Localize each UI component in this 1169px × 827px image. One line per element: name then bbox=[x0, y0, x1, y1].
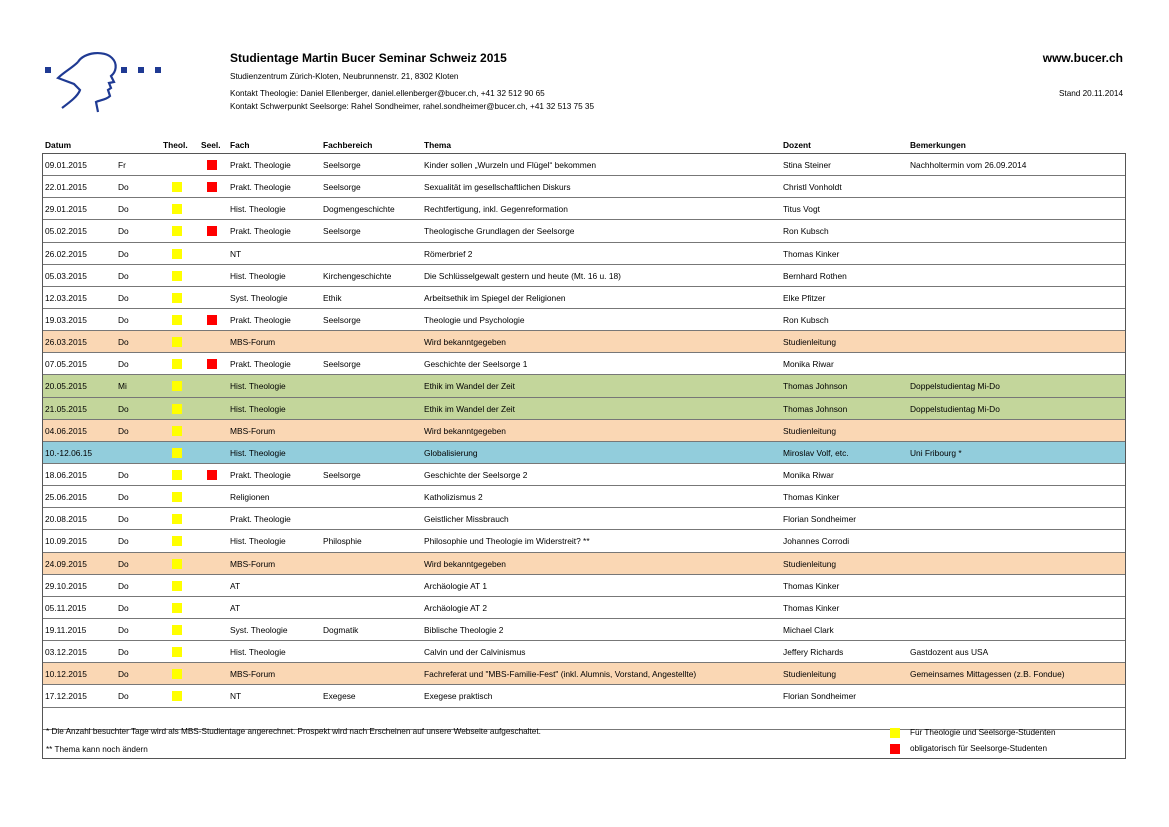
theol-marker bbox=[172, 204, 182, 214]
seel-marker bbox=[207, 226, 217, 236]
table-row bbox=[43, 575, 1125, 597]
cell-dozent: Stina Steiner bbox=[783, 160, 831, 170]
cell-dozent: Thomas Johnson bbox=[783, 381, 848, 392]
cell-dozent: Studienleitung bbox=[783, 669, 837, 680]
cell-fach: Prakt. Theologie bbox=[230, 469, 291, 480]
table-header bbox=[43, 138, 1125, 152]
theol-marker bbox=[172, 359, 182, 369]
cell-dozent: Florian Sondheimer bbox=[783, 691, 857, 702]
table-row bbox=[43, 353, 1125, 375]
table-row bbox=[43, 530, 1125, 552]
col-theol: Theol. bbox=[163, 140, 188, 150]
cell-fach: AT bbox=[230, 602, 241, 613]
table-row bbox=[43, 641, 1125, 663]
cell-thema: Geschichte der Seelsorge 1 bbox=[424, 359, 528, 370]
cell-fach: Hist. Theologie bbox=[230, 536, 286, 547]
cell-fachbereich: Seelsorge bbox=[323, 160, 361, 170]
legend-yellow-label: Für Theologie und Seelsorge-Studenten bbox=[910, 728, 1056, 737]
cell-datum: 05.03.2015 bbox=[45, 270, 87, 281]
cell-datum: 22.01.2015 bbox=[45, 182, 87, 193]
theol-marker bbox=[172, 647, 182, 657]
cell-fach: Hist. Theologie bbox=[230, 270, 286, 281]
location-line: Studienzentrum Zürich-Kloten, Neubrunnenstr. 21, 8302 Kloten bbox=[230, 72, 459, 81]
cell-day: Do bbox=[118, 403, 129, 414]
cell-dozent: Studienleitung bbox=[783, 337, 837, 348]
cell-fach: Hist. Theologie bbox=[230, 381, 286, 392]
cell-bemerkungen: Gastdozent aus USA bbox=[910, 647, 989, 658]
cell-fach: Religionen bbox=[230, 492, 270, 503]
cell-datum: 24.09.2015 bbox=[45, 558, 87, 569]
cell-datum: 09.01.2015 bbox=[45, 160, 87, 170]
seel-marker bbox=[207, 160, 217, 170]
cell-fachbereich: Kirchengeschichte bbox=[323, 270, 392, 281]
theol-marker bbox=[172, 182, 182, 192]
cell-datum: 25.06.2015 bbox=[45, 492, 87, 503]
cell-dozent: Florian Sondheimer bbox=[783, 514, 857, 525]
theol-marker bbox=[172, 691, 182, 701]
theol-marker bbox=[172, 271, 182, 281]
cell-thema: Fachreferat und "MBS-Familie-Fest" (inkl. Alumnis, Vorstand, Angestellte) bbox=[424, 669, 697, 680]
cell-datum: 03.12.2015 bbox=[45, 647, 87, 658]
cell-fach: MBS-Forum bbox=[230, 558, 276, 569]
cell-datum: 17.12.2015 bbox=[45, 691, 87, 702]
cell-dozent: Ron Kubsch bbox=[783, 226, 829, 237]
col-seel: Seel. bbox=[201, 140, 221, 150]
cell-bemerkungen: Nachholtermin vom 26.09.2014 bbox=[910, 160, 1027, 170]
seel-marker bbox=[207, 182, 217, 192]
cell-fach: NT bbox=[230, 248, 242, 259]
cell-day: Do bbox=[118, 647, 129, 658]
cell-dozent: Elke Pfitzer bbox=[783, 292, 826, 303]
cell-datum: 29.10.2015 bbox=[45, 580, 87, 591]
cell-day: Do bbox=[118, 469, 129, 480]
cell-datum: 29.01.2015 bbox=[45, 204, 87, 215]
table-row bbox=[43, 597, 1125, 619]
cell-thema: Theologie und Psychologie bbox=[424, 314, 525, 325]
footnote-1: * Die Anzahl besuchter Tage wird als MBS-Studientage angerechnet. Prospekt wird nach Erscheinen auf unsere Webseite aufgeschaltet. bbox=[46, 727, 541, 736]
cell-thema: Exegese praktisch bbox=[424, 691, 493, 702]
cell-dozent: Jeffery Richards bbox=[783, 647, 844, 658]
theol-marker bbox=[172, 381, 182, 391]
theol-marker bbox=[172, 492, 182, 502]
cell-fachbereich: Dogmatik bbox=[323, 624, 359, 635]
cell-fachbereich: Exegese bbox=[323, 691, 356, 702]
table-row bbox=[43, 486, 1125, 508]
cell-fachbereich: Seelsorge bbox=[323, 182, 361, 193]
cell-day: Do bbox=[118, 536, 129, 547]
table-row bbox=[43, 553, 1125, 575]
cell-day: Mi bbox=[118, 381, 127, 392]
col-fach: Fach bbox=[230, 140, 250, 150]
cell-day: Do bbox=[118, 314, 129, 325]
cell-thema: Kinder sollen „Wurzeln und Flügel“ bekommen bbox=[424, 160, 597, 170]
cell-thema: Ethik im Wandel der Zeit bbox=[424, 381, 515, 392]
theol-marker bbox=[172, 669, 182, 679]
cell-thema: Calvin und der Calvinismus bbox=[424, 647, 526, 658]
cell-day: Do bbox=[118, 226, 129, 237]
cell-datum: 12.03.2015 bbox=[45, 292, 87, 303]
cell-datum: 10.-12.06.15 bbox=[45, 447, 93, 458]
table-row bbox=[43, 619, 1125, 641]
cell-thema: Arbeitsethik im Spiegel der Religionen bbox=[424, 292, 566, 303]
cell-fachbereich: Ethik bbox=[323, 292, 342, 303]
table-row bbox=[43, 508, 1125, 530]
cell-fachbereich: Philosphie bbox=[323, 536, 362, 547]
document-title: Studientage Martin Bucer Seminar Schweiz 2015 bbox=[230, 51, 507, 65]
col-dozent: Dozent bbox=[783, 140, 811, 150]
cell-fach: Prakt. Theologie bbox=[230, 160, 291, 170]
cell-fachbereich: Seelsorge bbox=[323, 359, 361, 370]
cell-bemerkungen: Gemeinsames Mittagessen (z.B. Fondue) bbox=[910, 669, 1065, 680]
cell-thema: Sexualität im gesellschaftlichen Diskurs bbox=[424, 182, 571, 193]
table-footer bbox=[42, 724, 1126, 759]
cell-thema: Römerbrief 2 bbox=[424, 248, 473, 259]
cell-dozent: Thomas Kinker bbox=[783, 248, 840, 259]
cell-day: Do bbox=[118, 691, 129, 702]
cell-day: Do bbox=[118, 248, 129, 259]
cell-fach: MBS-Forum bbox=[230, 669, 276, 680]
stand-date: Stand 20.11.2014 bbox=[1058, 89, 1123, 98]
cell-fach: Hist. Theologie bbox=[230, 403, 286, 414]
cell-datum: 05.11.2015 bbox=[45, 602, 87, 613]
cell-day: Do bbox=[118, 425, 129, 436]
table-row bbox=[43, 375, 1125, 397]
cell-fach: MBS-Forum bbox=[230, 425, 276, 436]
website-link[interactable]: www.bucer.ch bbox=[1042, 51, 1123, 65]
theol-marker bbox=[172, 536, 182, 546]
cell-datum: 26.02.2015 bbox=[45, 248, 87, 259]
theol-marker bbox=[172, 315, 182, 325]
cell-datum: 10.09.2015 bbox=[45, 536, 87, 547]
cell-day: Do bbox=[118, 624, 129, 635]
theol-marker bbox=[172, 559, 182, 569]
theol-marker bbox=[172, 514, 182, 524]
cell-dozent: Miroslav Volf, etc. bbox=[783, 447, 849, 458]
cell-day: Do bbox=[118, 514, 129, 525]
legend-yellow-marker bbox=[890, 728, 900, 738]
cell-fachbereich: Seelsorge bbox=[323, 469, 361, 480]
bucer-logo bbox=[44, 50, 168, 114]
cell-thema: Geistlicher Missbrauch bbox=[424, 514, 509, 525]
seel-marker bbox=[207, 359, 217, 369]
cell-fachbereich: Dogmengeschichte bbox=[323, 204, 395, 215]
cell-datum: 18.06.2015 bbox=[45, 469, 87, 480]
col-thema: Thema bbox=[424, 140, 451, 150]
cell-day: Do bbox=[118, 558, 129, 569]
cell-dozent: Johannes Corrodi bbox=[783, 536, 850, 547]
cell-thema: Geschichte der Seelsorge 2 bbox=[424, 469, 528, 480]
theol-marker bbox=[172, 581, 182, 591]
theol-marker bbox=[172, 426, 182, 436]
cell-dozent: Studienleitung bbox=[783, 558, 837, 569]
theol-marker bbox=[172, 404, 182, 414]
cell-datum: 19.03.2015 bbox=[45, 314, 87, 325]
theol-marker bbox=[172, 337, 182, 347]
table-row bbox=[43, 420, 1125, 442]
cell-thema: Archäologie AT 1 bbox=[424, 580, 488, 591]
cell-fachbereich: Seelsorge bbox=[323, 314, 361, 325]
cell-fach: Prakt. Theologie bbox=[230, 182, 291, 193]
table-row bbox=[43, 198, 1125, 220]
cell-datum: 21.05.2015 bbox=[45, 403, 87, 414]
contact-theology: Kontakt Theologie: Daniel Ellenberger, daniel.ellenberger@bucer.ch, +41 32 512 90 65 bbox=[230, 89, 545, 98]
cell-fachbereich: Seelsorge bbox=[323, 226, 361, 237]
cell-dozent: Studienleitung bbox=[783, 425, 837, 436]
table-row bbox=[43, 176, 1125, 198]
cell-thema: Ethik im Wandel der Zeit bbox=[424, 403, 515, 414]
table-row bbox=[43, 154, 1125, 176]
col-bemerkungen: Bemerkungen bbox=[910, 140, 966, 150]
cell-thema: Philosophie und Theologie im Widerstreit? ** bbox=[424, 536, 590, 547]
theol-marker bbox=[172, 226, 182, 236]
table-row bbox=[43, 442, 1125, 464]
cell-dozent: Thomas Kinker bbox=[783, 492, 840, 503]
cell-bemerkungen: Doppelstudientag Mi-Do bbox=[910, 381, 1000, 392]
cell-fach: AT bbox=[230, 580, 241, 591]
cell-dozent: Thomas Johnson bbox=[783, 403, 848, 414]
seel-marker bbox=[207, 470, 217, 480]
cell-fach: Prakt. Theologie bbox=[230, 359, 291, 370]
cell-day: Do bbox=[118, 270, 129, 281]
col-datum: Datum bbox=[45, 140, 72, 150]
legend-red-label: obligatorisch für Seelsorge-Studenten bbox=[910, 744, 1047, 753]
cell-datum: 20.05.2015 bbox=[45, 381, 87, 392]
footnote-2: ** Thema kann noch ändern bbox=[46, 745, 148, 754]
cell-dozent: Christl Vonholdt bbox=[783, 182, 842, 193]
table-row bbox=[43, 287, 1125, 309]
cell-day: Do bbox=[118, 602, 129, 613]
cell-thema: Biblische Theologie 2 bbox=[424, 624, 504, 635]
cell-day: Do bbox=[118, 182, 129, 193]
cell-fach: Prakt. Theologie bbox=[230, 226, 291, 237]
cell-dozent: Thomas Kinker bbox=[783, 580, 840, 591]
cell-datum: 07.05.2015 bbox=[45, 359, 87, 370]
cell-thema: Katholizismus 2 bbox=[424, 492, 483, 503]
cell-fach: Hist. Theologie bbox=[230, 204, 286, 215]
cell-dozent: Ron Kubsch bbox=[783, 314, 829, 325]
cell-datum: 05.02.2015 bbox=[45, 226, 87, 237]
cell-thema: Archäologie AT 2 bbox=[424, 602, 488, 613]
cell-dozent: Monika Riwar bbox=[783, 469, 834, 480]
cell-thema: Wird bekanntgegeben bbox=[424, 425, 506, 436]
theol-marker bbox=[172, 448, 182, 458]
theol-marker bbox=[172, 293, 182, 303]
cell-fach: NT bbox=[230, 691, 242, 702]
cell-day: Do bbox=[118, 669, 129, 680]
cell-dozent: Thomas Kinker bbox=[783, 602, 840, 613]
cell-thema: Die Schlüsselgewalt gestern und heute (Mt. 16 u. 18) bbox=[424, 270, 621, 281]
contact-counseling: Kontakt Schwerpunkt Seelsorge: Rahel Sondheimer, rahel.sondheimer@bucer.ch, +41 32 513 75 35 bbox=[230, 102, 595, 111]
cell-bemerkungen: Doppelstudientag Mi-Do bbox=[910, 403, 1000, 414]
cell-datum: 19.11.2015 bbox=[45, 624, 87, 635]
cell-bemerkungen: Uni Fribourg * bbox=[910, 447, 962, 458]
cell-datum: 04.06.2015 bbox=[45, 425, 87, 436]
cell-fach: Hist. Theologie bbox=[230, 647, 286, 658]
cell-thema: Wird bekanntgegeben bbox=[424, 558, 506, 569]
cell-fach: Hist. Theologie bbox=[230, 447, 286, 458]
cell-day: Do bbox=[118, 204, 129, 215]
cell-datum: 20.08.2015 bbox=[45, 514, 87, 525]
table-row bbox=[43, 331, 1125, 353]
cell-dozent: Monika Riwar bbox=[783, 359, 834, 370]
cell-day: Do bbox=[118, 292, 129, 303]
table-row bbox=[43, 685, 1125, 707]
cell-dozent: Titus Vogt bbox=[783, 204, 820, 215]
cell-day: Fr bbox=[118, 160, 126, 170]
cell-thema: Rechtfertigung, inkl. Gegenreformation bbox=[424, 204, 568, 215]
cell-dozent: Michael Clark bbox=[783, 624, 834, 635]
table-row bbox=[43, 464, 1125, 486]
cell-day: Do bbox=[118, 580, 129, 591]
theol-marker bbox=[172, 470, 182, 480]
table-row bbox=[43, 243, 1125, 265]
cell-day: Do bbox=[118, 492, 129, 503]
seel-marker bbox=[207, 315, 217, 325]
cell-fach: MBS-Forum bbox=[230, 337, 276, 348]
theol-marker bbox=[172, 603, 182, 613]
cell-dozent: Bernhard Rothen bbox=[783, 270, 847, 281]
cell-datum: 26.03.2015 bbox=[45, 337, 87, 348]
cell-day: Do bbox=[118, 359, 129, 370]
table-row bbox=[43, 663, 1125, 685]
legend-red-marker bbox=[890, 744, 900, 754]
theol-marker bbox=[172, 249, 182, 259]
schedule-table bbox=[42, 153, 1126, 730]
cell-fach: Prakt. Theologie bbox=[230, 514, 291, 525]
table-row bbox=[43, 265, 1125, 287]
cell-thema: Theologische Grundlagen der Seelsorge bbox=[424, 226, 575, 237]
table-row bbox=[43, 220, 1125, 242]
cell-fach: Syst. Theologie bbox=[230, 292, 288, 303]
cell-fach: Syst. Theologie bbox=[230, 624, 288, 635]
cell-datum: 10.12.2015 bbox=[45, 669, 87, 680]
col-fachbereich: Fachbereich bbox=[323, 140, 373, 150]
table-row bbox=[43, 309, 1125, 331]
cell-fach: Prakt. Theologie bbox=[230, 314, 291, 325]
cell-thema: Wird bekanntgegeben bbox=[424, 337, 506, 348]
theol-marker bbox=[172, 625, 182, 635]
cell-day: Do bbox=[118, 337, 129, 348]
table-row bbox=[43, 398, 1125, 420]
cell-thema: Globalisierung bbox=[424, 447, 478, 458]
